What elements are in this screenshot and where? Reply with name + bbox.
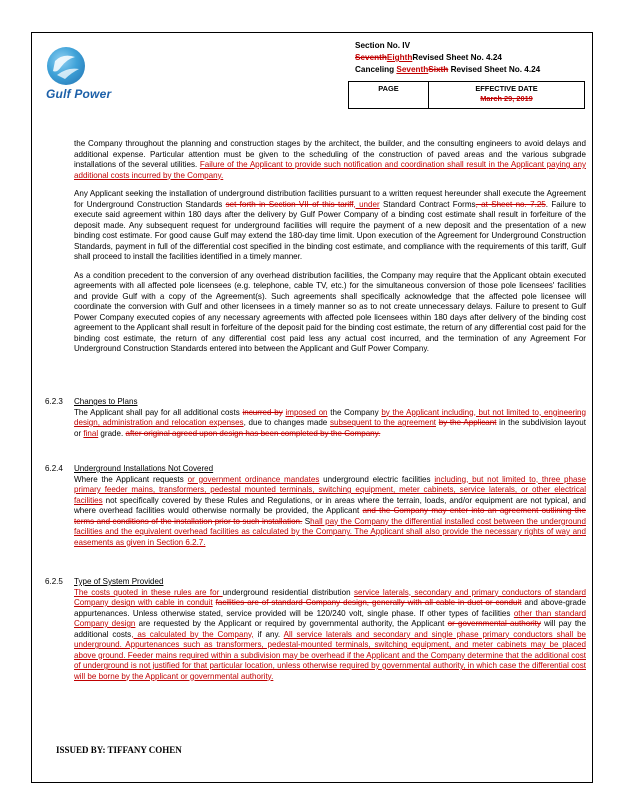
page-effective-date-table — [348, 81, 585, 109]
effective-date-label: EFFECTIVE DATE — [475, 84, 538, 93]
section-title: Type of System Provided — [74, 577, 164, 586]
sheet-header — [355, 40, 540, 76]
revised-sheet-line: SeventhEighthRevised Sheet No. 4.24 — [355, 53, 502, 62]
issued-by: ISSUED BY: TIFFANY COHEN — [56, 745, 182, 755]
section-number: 6.2.5 — [45, 577, 63, 586]
effective-date-cell — [429, 82, 584, 108]
page-label: PAGE — [349, 82, 429, 108]
paragraph-agreement: Any Applicant seeking the installation of underground distribution facilities pursuant to a written request hereunder shall execute the Agreement for Underground Construction Standards set forth in Section VII of this tariff, under Standard Contract Forms, at Sheet no. 7.25. Failure to execute said agreement within 180 days after the delivery by Gulf Power Company of a binding cost estimate shall result in forfeiture of the deposit made. Any subsequent request for underground facilities will require the payment of a new deposit and the presentation of a new binding cost estimate. For good cause Gulf may extend the 180-day time limit. Upon execution of the Agreement for Underground Construction Standards, payment in full of the differential cost specified in the binding cost estimate, and compliance with the requirements of this tariff, Gulf shall proceed to install the facilities identified in a timely manner. — [74, 189, 587, 261]
section-number: Section No. IV — [355, 41, 411, 50]
section-text: The Applicant shall pay for all additional costs incurred by imposed on the Company by the Applicant including, but not limited to, engineering design, administration and relocation expenses, due to changes made subsequent to the agreement by the Applicant in the subdivision layout or final grade. after original agreed upon design has been completed by the Company. — [74, 407, 587, 438]
section-number: 6.2.3 — [45, 397, 63, 406]
section-title: Changes to Plans — [74, 397, 138, 406]
section-title: Underground Installations Not Covered — [74, 464, 214, 473]
paragraph-pole-licensees: As a condition precedent to the conversion of any overhead distribution facilities, the Company may require that the Applicant obtain executed agreements with all affected pole licensees (e.g. telephone, cable TV, etc.) for the simultaneous conversion of those pole licensees' facilities and provide Gulf with a copy of the Agreement(s). Such agreements shall specifically acknowledge that the affected pole licensee will coordinate the conversion with Gulf and other licensees in a timely manner so as to not create unnecessary delays. Failure to present to Gulf Power Company executed copies of any necessary agreements with affected pole licensees within 180 days after delivery of the binding cost agreement to the Applicant shall result in forfeiture of the deposit paid for the binding cost estimate, the return of any differential cost paid for the binding cost estimate, the return of any differential cost paid less any actual cost incurred, and the termination of any Agreement For Underground Construction Standards entered into between the Applicant and Gulf Power Company. — [74, 270, 586, 353]
paragraph-coordination: the Company throughout the planning and construction stages by the architect, the builder, and the consulting engineers to avoid delays and additional expense. Particular attention must be given to the scheduling of the construction of paved areas and the various subgrade installations of the several utilities. Failure of the Applicant to provide such notification and coordination shall result in the Applicant paying any additional costs incurred by the Company. — [74, 139, 586, 180]
logo-brand-text: Gulf Power — [46, 87, 112, 101]
section-text: The costs quoted in these rules are for underground residential distribution service laterals, secondary and primary conductors of standard Company design with cable in conduit facilities are of standard Company design, generally with all cable in duct or conduit and above-grade appurtenances. Unless otherwise stated, service provided will be 120/240 volt, single phase. If other types of facilities other than standard Company design are requested by the Applicant or required by governmental authority, the Applicant or governmental authority will pay the additional costs, as calculated by the Company, if any. All service laterals and secondary and single phase primary conductors shall be underground. Appurtenances such as transformers, pedestal-mounted terminals, switching equipment, and meter cabinets may be placed above ground. Feeder mains required within a subdivision may be overhead if the Applicant and the Company determine that the additional cost of underground is not justified for that particular location, unless otherwise required by governmental authority, in which case the differential cost will be borne by the Applicant or governmental authority. — [74, 587, 587, 681]
body-paragraphs — [74, 139, 586, 363]
canceling-sheet-line: Canceling SeventhSixth Revised Sheet No. 4.24 — [355, 65, 541, 74]
gulf-power-logo — [40, 47, 160, 107]
section-text: Where the Applicant requests or government ordinance mandates underground electric facilities including, but not limited to, three phase primary feeder mains, transformers, pedestal mounted terminals, switching equipment, meter cabinets, service laterals, or other electrical facilities not specifically covered by these Rules and Regulations, or in areas where the terrain, loads, and/or equipment are not typical, and where overhead facilities would otherwise normally be provided, the Applicant and the Company may enter into an agreement outlining the terms and conditions of the installation prior to such installation. Shall pay the Company the differential installed cost between the underground facilities and the equivalent overhead facilities as calculated by the Company. The Applicant shall also provide the necessary rights of way and easements as given in Section 6.2.7. — [74, 474, 586, 547]
logo-globe-icon — [47, 47, 85, 85]
section-number: 6.2.4 — [45, 464, 63, 473]
effective-date-value: March 29, 2019 — [480, 94, 533, 103]
